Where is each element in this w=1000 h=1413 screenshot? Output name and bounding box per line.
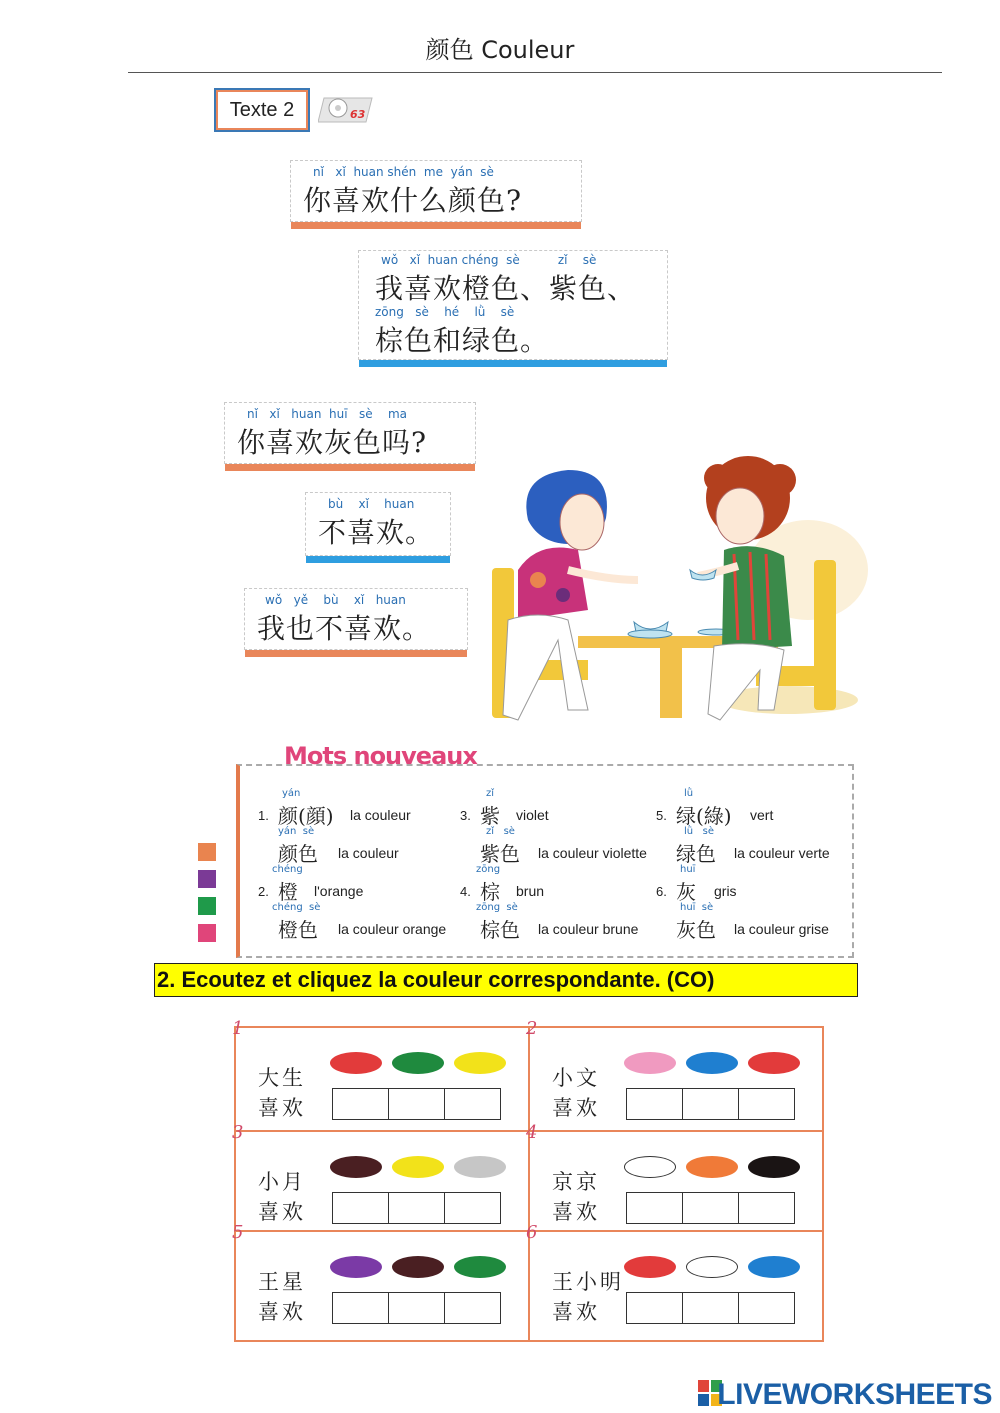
color-option-oval[interactable]: [454, 1156, 506, 1178]
answer-box[interactable]: [738, 1088, 795, 1120]
vocab-french: la couleur brune: [538, 921, 639, 937]
exercise-cell: [232, 1122, 526, 1232]
answer-box[interactable]: [738, 1192, 795, 1224]
answer-row: [332, 1088, 501, 1120]
illustration-two-girls-cafe: [488, 450, 878, 722]
student-name: 王星: [258, 1270, 306, 1294]
cell-number: 1: [232, 1018, 244, 1039]
pinyin: zōng sè hé lǜ sè: [375, 305, 515, 319]
exercise-cell: [526, 1122, 820, 1232]
answer-box[interactable]: [682, 1292, 739, 1324]
like-label: 喜欢: [552, 1300, 600, 1324]
lesson-badge: Texte 2: [214, 88, 310, 132]
hanzi: 我喜欢橙色、紫色、: [375, 272, 637, 305]
vocab-hanzi: 紫: [480, 804, 500, 828]
liveworksheets-brand[interactable]: LIVEWORKSHEETS: [717, 1378, 992, 1411]
side-color-swatch: [198, 843, 216, 861]
like-label: 喜欢: [258, 1096, 306, 1120]
vocab-pinyin: huī sè: [680, 902, 714, 913]
color-option-oval[interactable]: [624, 1156, 676, 1178]
color-option-oval[interactable]: [686, 1256, 738, 1278]
cell-number: 6: [526, 1222, 538, 1243]
bubble-underline: [306, 556, 450, 563]
student-name: 王小明: [552, 1270, 624, 1294]
vocab-pinyin: chéng: [272, 864, 303, 875]
vocab-hanzi: 颜色: [278, 842, 318, 866]
bubble-underline: [245, 650, 467, 657]
side-color-swatch: [198, 924, 216, 942]
answer-box[interactable]: [444, 1192, 501, 1224]
vocab-pinyin: huī: [680, 864, 696, 875]
vocab-pinyin: lǜ: [684, 788, 694, 799]
vocab-number: 5.: [656, 808, 667, 823]
vocab-french: la couleur verte: [734, 845, 830, 861]
answer-box[interactable]: [332, 1292, 389, 1324]
vocab-pinyin: lǜ sè: [684, 826, 715, 837]
pinyin: nǐ xǐ huan huī sè ma: [247, 407, 407, 421]
vocab-french: gris: [714, 883, 737, 899]
vocab-number: 1.: [258, 808, 269, 823]
hanzi: 你喜欢灰色吗?: [237, 426, 428, 459]
side-color-swatch: [198, 897, 216, 915]
vocab-french: l'orange: [314, 883, 364, 899]
student-name: 小月: [258, 1170, 306, 1194]
vocab-number: 2.: [258, 884, 269, 899]
vocab-hanzi: 棕色: [480, 918, 520, 942]
hanzi: 棕色和绿色。: [375, 324, 550, 357]
hanzi: 我也不喜欢。: [257, 612, 432, 645]
vocab-hanzi: 灰色: [676, 918, 716, 942]
color-option-oval[interactable]: [624, 1052, 676, 1074]
vocab-hanzi: 绿(綠): [676, 804, 732, 828]
vocabulary-title: Mots nouveaux: [284, 742, 477, 770]
hanzi: 你喜欢什么颜色?: [303, 184, 523, 217]
vocab-number: 6.: [656, 884, 667, 899]
page-title: 颜色 Couleur: [425, 36, 575, 64]
color-option-oval[interactable]: [454, 1256, 506, 1278]
like-label: 喜欢: [552, 1096, 600, 1120]
header-divider: [128, 72, 942, 73]
dialogue-line-2: [358, 250, 668, 360]
vocab-hanzi: 紫色: [480, 842, 520, 866]
vocab-french: la couleur grise: [734, 921, 829, 937]
answer-row: [626, 1088, 795, 1120]
exercise-instruction: 2. Ecoutez et cliquez la couleur correspondante. (CO): [154, 963, 858, 997]
vocab-hanzi: 橙色: [278, 918, 318, 942]
pinyin: bù xǐ huan: [328, 497, 415, 511]
vocab-hanzi: 橙: [278, 880, 298, 904]
color-option-oval[interactable]: [454, 1052, 506, 1074]
vocab-french: la couleur violette: [538, 845, 647, 861]
vocab-hanzi: 棕: [480, 880, 500, 904]
exercise-cell: [232, 1018, 526, 1128]
exercise-cell: [526, 1018, 820, 1128]
answer-box[interactable]: [738, 1292, 795, 1324]
pinyin: wǒ yě bù xǐ huan: [265, 593, 406, 607]
answer-row: [332, 1292, 501, 1324]
color-option-oval[interactable]: [686, 1156, 738, 1178]
exercise-cell: [526, 1222, 820, 1332]
answer-box[interactable]: [388, 1088, 445, 1120]
answer-box[interactable]: [388, 1292, 445, 1324]
answer-box[interactable]: [332, 1088, 389, 1120]
student-name: 小文: [552, 1066, 600, 1090]
answer-row: [626, 1192, 795, 1224]
vocab-french: vert: [750, 807, 774, 823]
dialogue-line-1: [290, 160, 582, 222]
dialogue-line-4: [305, 492, 451, 556]
pinyin: wǒ xǐ huan chéng sè zǐ sè: [381, 253, 597, 267]
color-option-oval[interactable]: [624, 1256, 676, 1278]
color-option-oval[interactable]: [392, 1256, 444, 1278]
vocab-number: 3.: [460, 808, 471, 823]
vocab-pinyin: zǐ: [486, 788, 495, 799]
vocab-pinyin: yán: [282, 788, 301, 799]
cell-number: 4: [526, 1122, 538, 1143]
side-color-swatch: [198, 870, 216, 888]
answer-box[interactable]: [682, 1192, 739, 1224]
vocab-french: violet: [516, 807, 549, 823]
vocab-hanzi: 颜(顔): [278, 804, 334, 828]
answer-box[interactable]: [444, 1088, 501, 1120]
color-option-oval[interactable]: [330, 1052, 382, 1074]
student-name: 京京: [552, 1170, 600, 1194]
vocab-pinyin: chéng sè: [272, 902, 321, 913]
answer-box[interactable]: [388, 1192, 445, 1224]
cell-number: 2: [526, 1018, 538, 1039]
color-option-oval[interactable]: [330, 1256, 382, 1278]
audio-cd-icon[interactable]: [318, 94, 376, 124]
dialogue-line-5: [244, 588, 468, 650]
vocab-french: la couleur: [338, 845, 399, 861]
student-name: 大生: [258, 1066, 306, 1090]
color-option-oval[interactable]: [748, 1156, 800, 1178]
answer-box[interactable]: [444, 1292, 501, 1324]
color-option-oval[interactable]: [748, 1256, 800, 1278]
like-label: 喜欢: [258, 1300, 306, 1324]
answer-box[interactable]: [332, 1192, 389, 1224]
exercise-cell: [232, 1222, 526, 1332]
track-number: 63: [350, 108, 366, 121]
color-option-oval[interactable]: [686, 1052, 738, 1074]
vocab-pinyin: zǐ sè: [486, 826, 515, 837]
cell-number: 5: [232, 1222, 244, 1243]
color-option-oval[interactable]: [330, 1156, 382, 1178]
hanzi: 不喜欢。: [318, 516, 435, 549]
vocab-pinyin: zōng sè: [476, 902, 518, 913]
answer-box[interactable]: [682, 1088, 739, 1120]
vocab-french: la couleur: [350, 807, 411, 823]
vocab-hanzi: 灰: [676, 880, 696, 904]
bubble-underline: [359, 360, 667, 367]
like-label: 喜欢: [552, 1200, 600, 1224]
answer-box[interactable]: [626, 1192, 683, 1224]
color-option-oval[interactable]: [748, 1052, 800, 1074]
vocab-pinyin: zōng: [476, 864, 501, 875]
dialogue-line-3: [224, 402, 476, 464]
bubble-underline: [225, 464, 475, 471]
answer-row: [332, 1192, 501, 1224]
bubble-underline: [291, 222, 581, 229]
vocab-hanzi: 绿色: [676, 842, 716, 866]
pinyin: nǐ xǐ huan shén me yán sè: [313, 165, 494, 179]
cell-number: 3: [232, 1122, 244, 1143]
color-option-oval[interactable]: [392, 1156, 444, 1178]
vocab-pinyin: yán sè: [278, 826, 315, 837]
like-label: 喜欢: [258, 1200, 306, 1224]
answer-box[interactable]: [626, 1292, 683, 1324]
answer-row: [626, 1292, 795, 1324]
answer-box[interactable]: [626, 1088, 683, 1120]
color-option-oval[interactable]: [392, 1052, 444, 1074]
vocab-french: brun: [516, 883, 545, 899]
vocab-number: 4.: [460, 884, 471, 899]
vocab-french: la couleur orange: [338, 921, 447, 937]
